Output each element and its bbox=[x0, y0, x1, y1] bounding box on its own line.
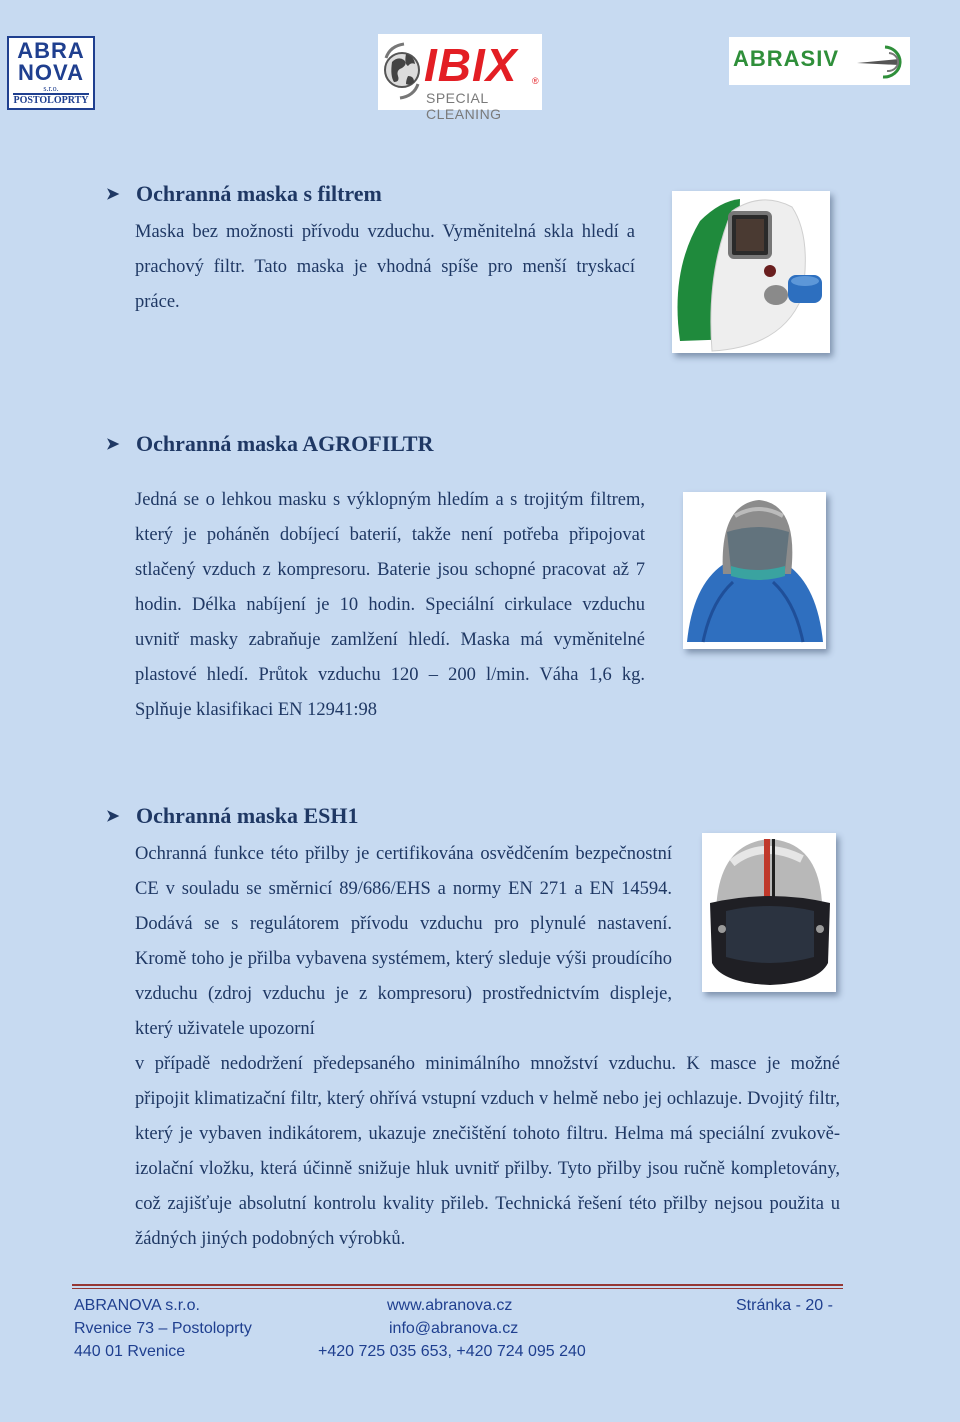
ibix-logo-registered: ® bbox=[532, 76, 539, 86]
section-heading-text: Ochranná maska ESH1 bbox=[136, 803, 359, 828]
arrow-bullet-icon: ➤ bbox=[106, 436, 120, 453]
hood-mask-photo bbox=[672, 191, 830, 353]
abranova-logo bbox=[7, 36, 95, 110]
section-paragraph: Jedná se o lehkou masku s výklopným hledím a s trojitým filtrem, který je poháněn dobíjecí baterií, takže není potřeba připojovat stlačený vzduch z kompresoru. Baterie jsou schopné pracovat až 7 hodin. Délka nabíjení je 10 hodin. Speciální cirkulace vzduchu uvnitř masky zabraňuje zamlžení hledí. Maska má vyměnitelné plastové hledí. Průtok vzduchu 120 – 200 l/min. Váha 1,6 kg. Splňuje klasifikaci EN 12941:98 bbox=[135, 490, 645, 720]
footer-phones: +420 725 035 653, +420 724 095 240 bbox=[318, 1343, 586, 1360]
section-paragraph-narrow: Ochranná funkce této přilby je certifikována osvědčením bezpečnostní CE v souladu se směrnicí 89/686/EHS a normy EN 271 a EN 14594. Dodává se s regulátorem přívodu vzduchu pro plynulé nastavení. Kromě toho je přilba vybavena systémem, který sleduje výši proudícího vzduchu (zdroj vzduchu je z kompresoru) prostřednictvím displeje, který uživatele upozorní bbox=[135, 844, 672, 1039]
page-number: Stránka - 20 - bbox=[736, 1297, 833, 1314]
footer-city: 440 01 Rvenice bbox=[74, 1343, 186, 1360]
footer-street: Rvenice 73 – Postoloprty bbox=[74, 1320, 252, 1337]
arrow-bullet-icon: ➤ bbox=[106, 808, 120, 825]
section-paragraph-wide: v případě nedodržení předepsaného minimálního množství vzduchu. K masce je možné připojit klimatizační filtr, který ohřívá vstupní vzduch v helmě nebo jej ochlazuje. Dvojitý filtr, který je vybaven indikátorem, ukazuje znečištění tohoto filtru. Helma má speciální zvukově-izolační vložku, která účinně snižuje hluk uvnitř přilby. Tyto přilby jsou ručně kompletovány, což zajišťuje absolutní kontrolu kvality přileb. Technická řešení této přilby nejsou použita u žádných jiných podobných výrobků. bbox=[135, 1054, 840, 1249]
section-heading-agrofiltr bbox=[106, 430, 433, 459]
swoosh-icon bbox=[855, 43, 907, 81]
arrow-bullet-icon: ➤ bbox=[106, 186, 120, 203]
section-heading-filter-mask bbox=[106, 180, 382, 209]
globe-icon bbox=[382, 40, 422, 104]
helmet-cape-photo bbox=[683, 492, 826, 649]
ibix-logo-brand: IBIX bbox=[424, 39, 518, 91]
footer-email-link[interactable]: info@abranova.cz bbox=[389, 1320, 519, 1337]
section-heading-esh1 bbox=[106, 802, 359, 831]
abrasiv-logo-brand: ABRASIV bbox=[733, 46, 840, 71]
blast-helmet-photo bbox=[702, 833, 836, 992]
abranova-logo-sro: s.r.o. bbox=[43, 84, 59, 93]
abrasiv-logo bbox=[729, 37, 910, 85]
abranova-logo-line1: ABRA bbox=[17, 38, 85, 63]
section-heading-text: Ochranná maska s filtrem bbox=[136, 181, 382, 206]
section-paragraph: Maska bez možnosti přívodu vzduchu. Vyměnitelná skla hledí a prachový filtr. Tato maska je vhodná spíše pro menší tryskací práce. bbox=[135, 222, 635, 312]
footer-company: ABRANOVA s.r.o. bbox=[74, 1297, 200, 1314]
footer-web-link[interactable]: www.abranova.cz bbox=[387, 1297, 513, 1314]
abranova-logo-line3: POSTOLOPRTY bbox=[13, 95, 89, 106]
footer-rule bbox=[72, 1284, 843, 1289]
ibix-logo-tagline: SPECIAL CLEANING bbox=[426, 90, 502, 122]
abranova-logo-line2: NOVA bbox=[18, 60, 84, 85]
section-heading-text: Ochranná maska AGROFILTR bbox=[136, 431, 434, 456]
ibix-logo bbox=[378, 34, 542, 122]
